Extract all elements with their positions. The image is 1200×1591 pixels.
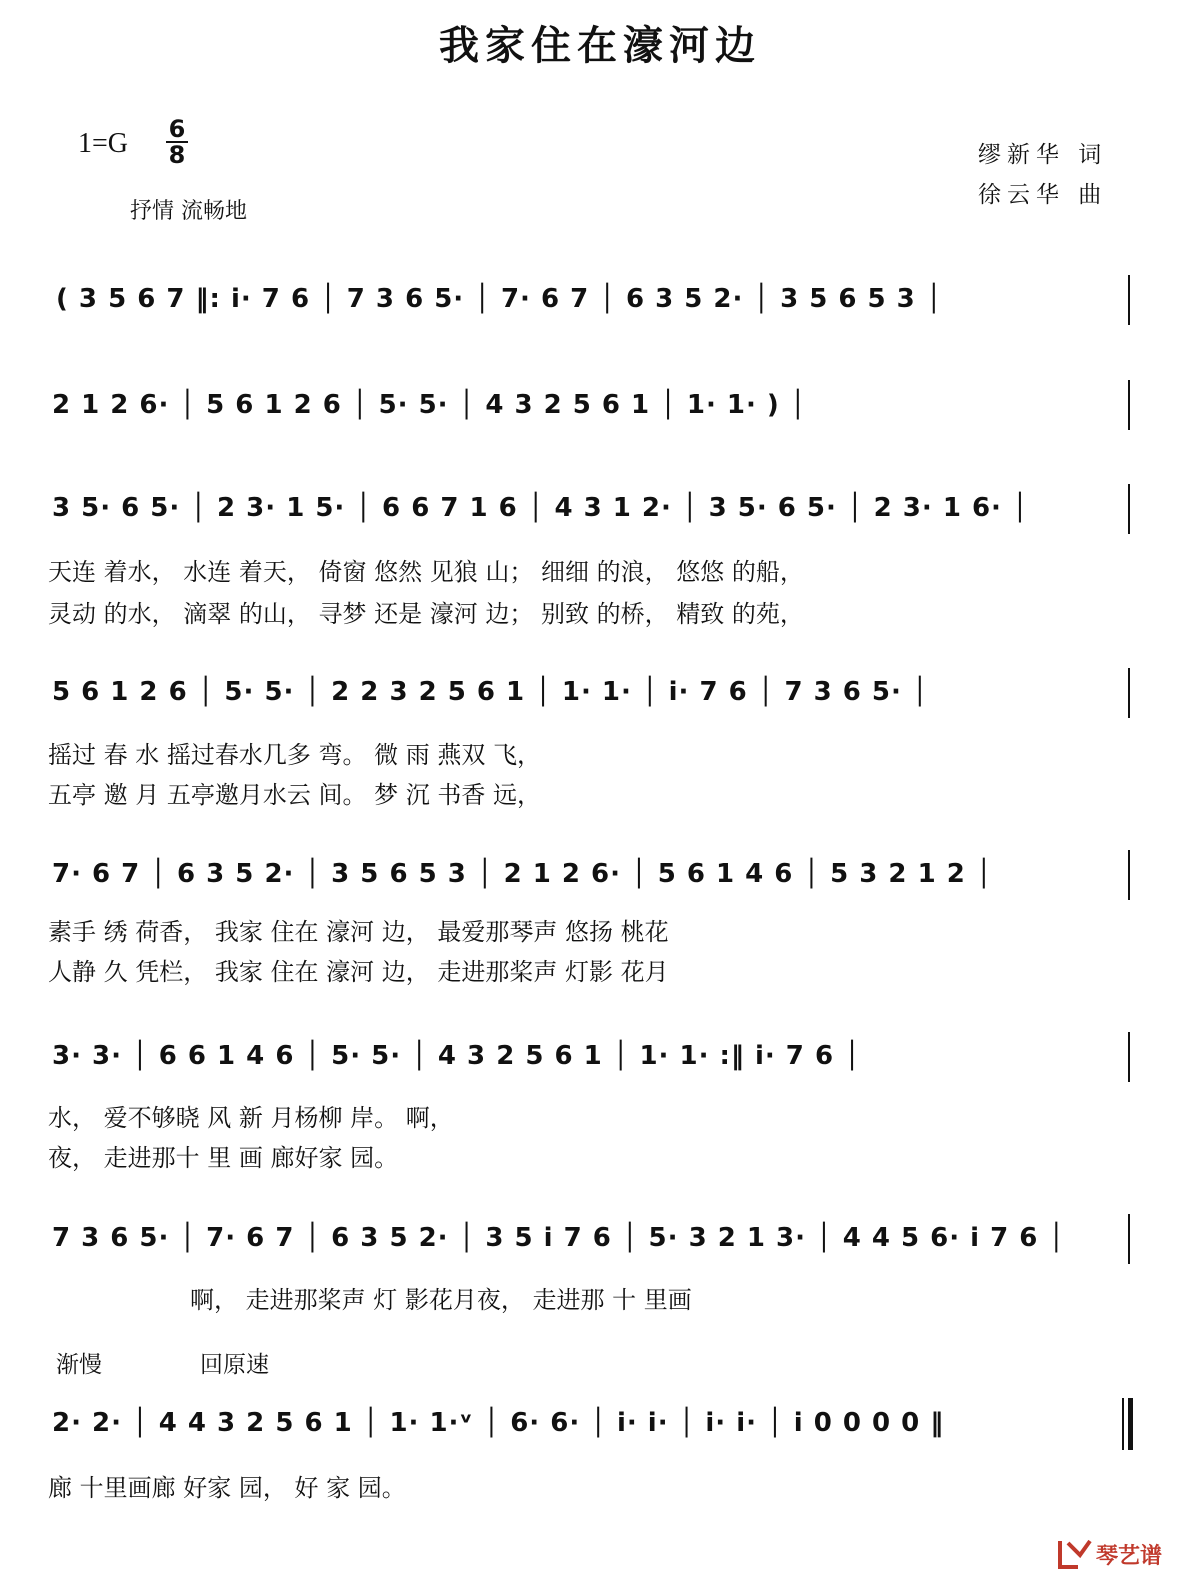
a-tempo-marking: 回原速 xyxy=(200,1352,269,1378)
notes-line-6: 3· 3· │ 6 6 1 4 6 │ 5· 5· │ 4 3 2 5 6 1 │ 1· 1· :‖ i· 7 6 │ xyxy=(52,1041,861,1071)
meter-bottom: 8 xyxy=(168,141,186,169)
lyricist-credit: 缪新华 词 xyxy=(978,142,1108,168)
tempo-marking: 抒情 流畅地 xyxy=(130,199,247,224)
key-signature: 1=G xyxy=(78,128,129,159)
lyrics-line-3-verse-2: 灵动 的水， 滴翠 的山， 寻梦 还是 濠河 边； 别致 的桥， 精致 的苑， xyxy=(48,600,804,628)
lyrics-line-6-verse-1: 水， 爱不够晓 风 新 月杨柳 岸。 啊， xyxy=(48,1104,454,1132)
barline xyxy=(1128,1032,1130,1082)
meter-top: 6 xyxy=(168,115,186,143)
barline xyxy=(1128,380,1130,430)
lyrics-line-4-verse-1: 摇过 春 水 摇过春水几多 弯。 微 雨 燕双 飞， xyxy=(48,741,542,769)
notes-line-4: 5 6 1 2 6 │ 5· 5· │ 2 2 3 2 5 6 1 │ 1· 1· │ i· 7 6 │ 7 3 6 5· │ xyxy=(52,677,929,707)
lyrics-line-4-verse-2: 五亭 邀 月 五亭邀月水云 间。 梦 沉 书香 远， xyxy=(48,781,542,809)
qinyipu-logo xyxy=(1056,1533,1166,1573)
lyrics-line-3-verse-1: 天连 着水， 水连 着天， 倚窗 悠然 见狼 山； 细细 的浪， 悠悠 的船， xyxy=(48,558,804,586)
barline xyxy=(1128,850,1130,900)
notes-line-2: 2 1 2 6· │ 5 6 1 2 6 │ 5· 5· │ 4 3 2 5 6 1 │ 1· 1· ) │ xyxy=(52,390,807,420)
composer-credit: 徐云华 曲 xyxy=(978,182,1108,208)
final-barline-thick xyxy=(1128,1398,1133,1450)
lyrics-line-5-verse-1: 素手 绣 荷香， 我家 住在 濠河 边， 最爱那琴声 悠扬 桃花 xyxy=(48,918,669,946)
logo-text: 琴艺谱 xyxy=(1096,1544,1163,1569)
barline xyxy=(1128,668,1130,718)
final-barline-thin xyxy=(1122,1398,1124,1450)
notes-line-3: 3 5· 6 5· │ 2 3· 1 5· │ 6 6 7 1 6 │ 4 3 1 2· │ 3 5· 6 5· │ 2 3· 1 6· │ xyxy=(52,493,1029,523)
lyrics-line-8-verse-1: 廊 十里画廊 好家 园， 好 家 园。 xyxy=(48,1474,406,1502)
time-signature xyxy=(166,115,188,169)
notes-line-5: 7· 6 7 │ 6 3 5 2· │ 3 5 6 5 3 │ 2 1 2 6· │ 5 6 1 4 6 │ 5 3 2 1 2 │ xyxy=(52,859,993,889)
lyrics-line-7-verse-1: 啊， 走进那桨声 灯 影花月夜， 走进那 十 里画 xyxy=(190,1286,692,1314)
lyrics-line-5-verse-2: 人静 久 凭栏， 我家 住在 濠河 边， 走进那桨声 灯影 花月 xyxy=(48,958,669,986)
ritardando-marking: 渐慢 xyxy=(56,1352,102,1378)
lyrics-line-6-verse-2: 夜， 走进那十 里 画 廊好家 园。 xyxy=(48,1144,399,1172)
notes-line-1: ( 3 5 6 7 ‖: i· 7 6 │ 7 3 6 5· │ 7· 6 7 │ 6 3 5 2· │ 3 5 6 5 3 │ xyxy=(56,284,943,314)
barline xyxy=(1128,275,1130,325)
barline xyxy=(1128,484,1130,534)
score-title: 我家住在濠河边 xyxy=(439,23,761,69)
barline xyxy=(1128,1214,1130,1264)
notes-line-8: 2· 2· │ 4 4 3 2 5 6 1 │ 1· 1·ᵛ │ 6· 6· │ i· i· │ i· i· │ i 0 0 0 0 ‖ xyxy=(52,1408,945,1438)
notes-line-7: 7 3 6 5· │ 7· 6 7 │ 6 3 5 2· │ 3 5 i 7 6 │ 5· 3 2 1 3· │ 4 4 5 6· i 7 6 │ xyxy=(52,1223,1066,1253)
